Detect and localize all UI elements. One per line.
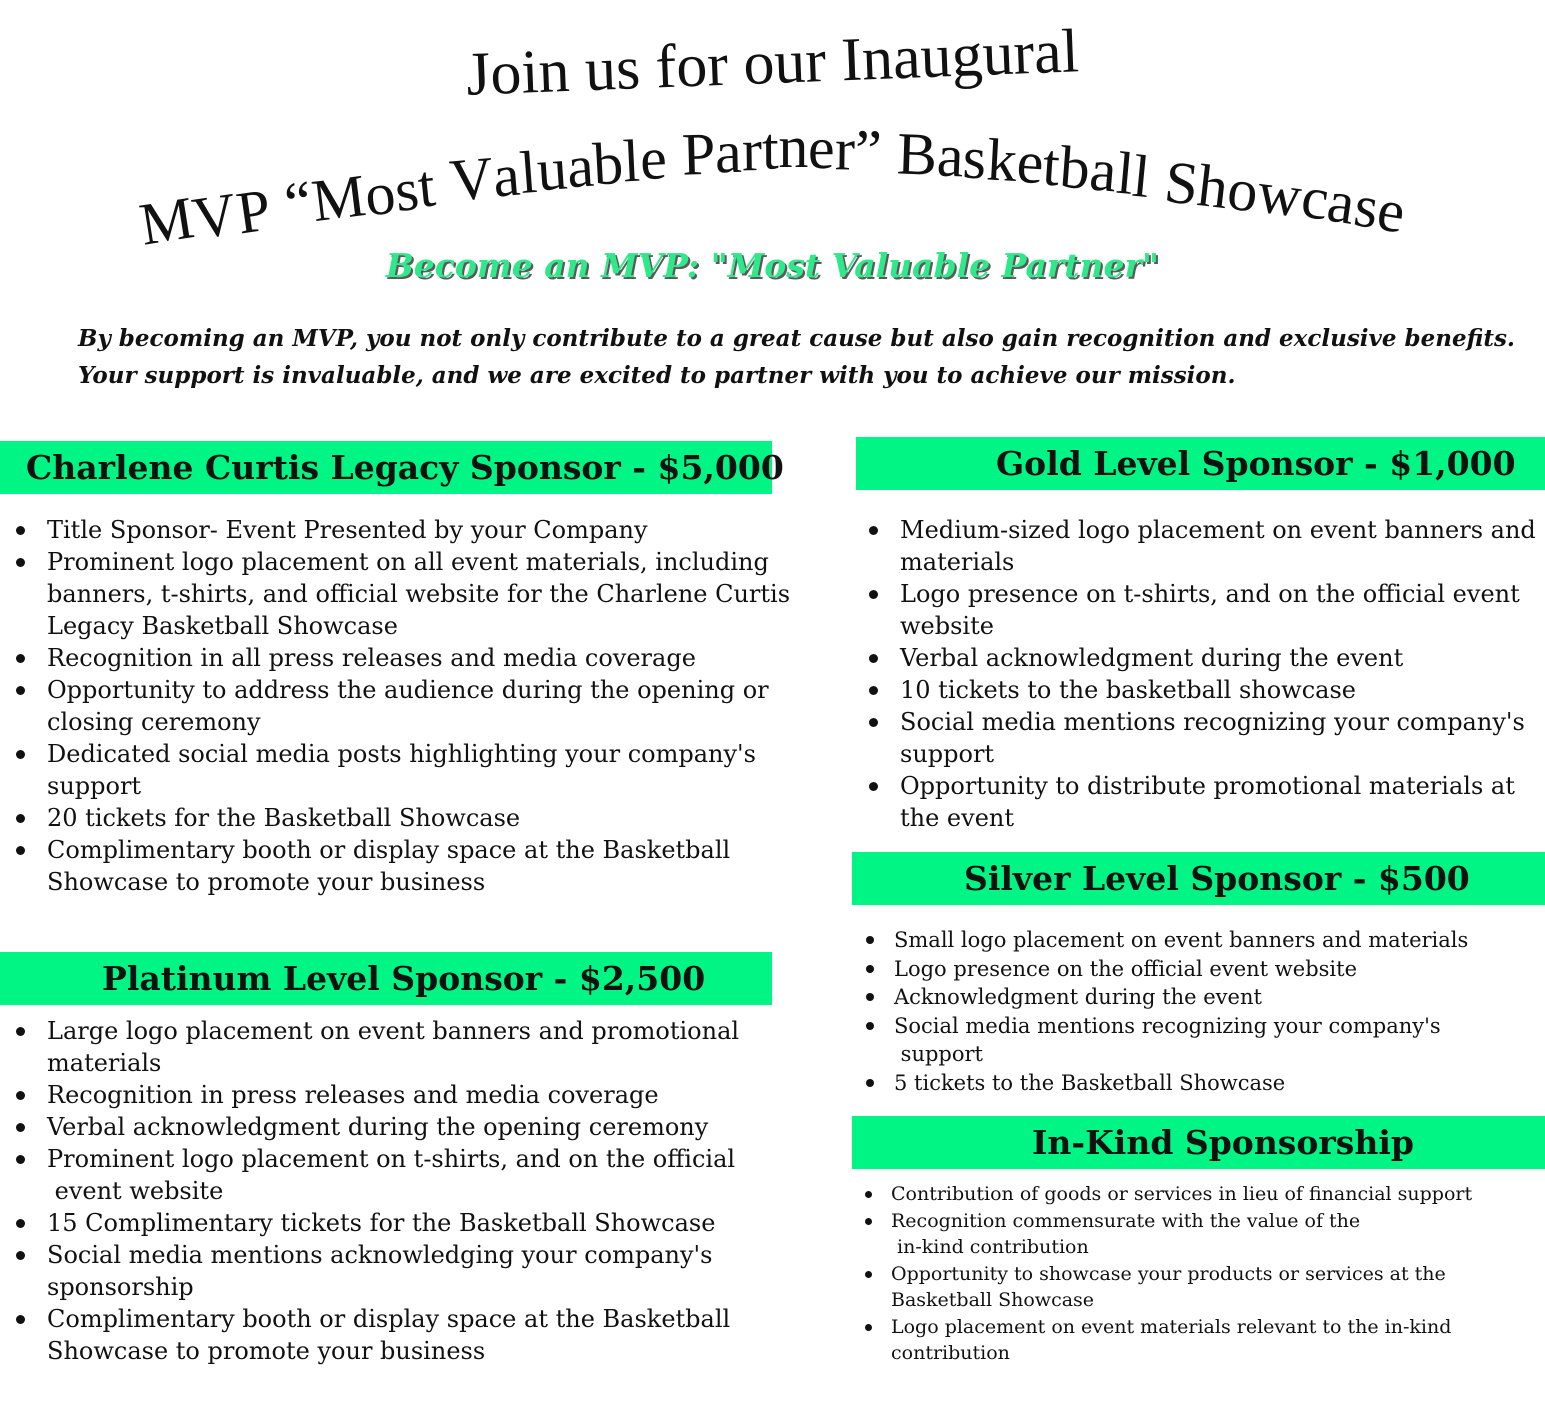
benefit-text: support: [894, 1042, 983, 1066]
benefit-text: sponsorship: [47, 1273, 194, 1301]
benefit-item: [853, 706, 1543, 770]
benefit-item: [852, 983, 1542, 1012]
bullet-icon: [16, 526, 25, 535]
benefit-item: [852, 955, 1542, 984]
benefit-text: Showcase to promote your business: [47, 1337, 486, 1365]
bullet-icon: [16, 1091, 25, 1100]
bullet-icon: [16, 814, 25, 823]
benefit-text: Logo placement on event materials relevant to the in-kind: [891, 1315, 1452, 1338]
benefit-text: support: [900, 740, 995, 768]
benefit-text: Medium-sized logo placement on event banners and: [900, 516, 1536, 544]
benefit-text: Social media mentions recognizing your company's: [900, 708, 1525, 736]
benefit-item: [0, 738, 800, 802]
benefit-item: [853, 674, 1543, 706]
benefit-item: [852, 1181, 1542, 1208]
benefit-item: [852, 1208, 1542, 1261]
benefit-text: 20 tickets for the Basketball Showcase: [47, 804, 521, 832]
benefit-item: [0, 674, 800, 738]
benefit-text: Small logo placement on event banners and materials: [894, 928, 1469, 952]
benefit-item: [852, 1012, 1542, 1069]
bullet-icon: [865, 1324, 872, 1331]
inkind-sponsor-heading: In-Kind Sponsorship: [852, 1116, 1545, 1169]
benefit-text: 10 tickets to the basketball showcase: [900, 676, 1356, 704]
benefit-item: [0, 1143, 800, 1207]
benefit-item: [852, 1314, 1542, 1367]
benefit-item: [852, 1069, 1542, 1098]
benefit-text: Dedicated social media posts highlighting your company's: [47, 740, 756, 768]
benefit-text: Verbal acknowledgment during the opening ceremony: [47, 1113, 709, 1141]
legacy-sponsor-heading: Charlene Curtis Legacy Sponsor - $5,000: [0, 441, 772, 494]
benefit-text: Verbal acknowledgment during the event: [900, 644, 1404, 672]
benefit-text: 5 tickets to the Basketball Showcase: [894, 1070, 1286, 1095]
bullet-icon: [869, 686, 878, 695]
benefit-text: in-kind contribution: [891, 1236, 1089, 1258]
intro-line-2: Your support is invaluable, and we are excited to partner with you to achieve our mission.: [78, 362, 1236, 389]
bullet-icon: [869, 718, 878, 727]
benefit-text: Opportunity to distribute promotional materials at: [900, 772, 1515, 800]
bullet-icon: [866, 1079, 874, 1087]
benefit-item: [0, 1303, 800, 1367]
benefit-text: Title Sponsor- Event Presented by your Company: [47, 516, 648, 544]
bullet-icon: [866, 936, 874, 944]
benefit-item: [0, 834, 800, 898]
bullet-icon: [16, 558, 25, 567]
benefit-text: Showcase to promote your business: [47, 868, 486, 896]
benefit-text: Opportunity to address the audience during the opening or: [47, 676, 769, 704]
bullet-icon: [16, 1315, 25, 1324]
inkind-benefits-list: [852, 1181, 1542, 1367]
title-line-2: [0, 114, 1545, 258]
title-line-1: Join us for our Inaugural: [464, 17, 1081, 109]
benefit-item: [0, 546, 800, 642]
benefit-item: [0, 514, 800, 546]
benefit-text: Complimentary booth or display space at the Basketball: [47, 836, 731, 864]
intro-paragraph: [78, 320, 1515, 394]
subtitle: Become an MVP: "Most Valuable Partner": [385, 246, 1160, 285]
benefit-text: the event: [900, 804, 1014, 832]
benefit-text: Recognition commensurate with the value of the: [891, 1209, 1361, 1232]
benefit-text: 15 Complimentary tickets for the Basketball Showcase: [47, 1209, 716, 1237]
bullet-icon: [16, 1155, 25, 1164]
bullet-icon: [865, 1271, 872, 1278]
benefit-item: [853, 770, 1543, 834]
benefit-text: Prominent logo placement on t-shirts, and on the official: [47, 1145, 736, 1173]
bullet-icon: [16, 686, 25, 695]
benefit-text: Acknowledgment during the event: [894, 985, 1262, 1009]
bullet-icon: [869, 590, 878, 599]
benefit-text: Logo presence on t-shirts, and on the official event: [900, 580, 1520, 608]
silver-benefits-list: [852, 926, 1542, 1097]
bullet-icon: [866, 1022, 874, 1030]
legacy-benefits-list: [0, 514, 800, 898]
benefit-item: [852, 926, 1542, 955]
benefit-text: closing ceremony: [47, 708, 261, 736]
title-line-2-text: MVP “Most Valuable Partner” Basketball Showcase: [135, 114, 1410, 258]
bullet-icon: [866, 993, 874, 1001]
bullet-icon: [16, 1123, 25, 1132]
benefit-text: Opportunity to showcase your products or services at the: [891, 1262, 1446, 1285]
benefit-text: support: [47, 772, 142, 800]
benefit-item: [0, 642, 800, 674]
gold-sponsor-heading: Gold Level Sponsor - $1,000: [856, 437, 1545, 490]
benefit-text: Legacy Basketball Showcase: [47, 612, 398, 640]
benefit-text: website: [900, 612, 994, 640]
benefit-text: Basketball Showcase: [891, 1289, 1095, 1311]
benefit-text: Prominent logo placement on all event materials, including: [47, 548, 769, 576]
benefit-text: materials: [900, 548, 1015, 576]
bullet-icon: [866, 965, 874, 973]
gold-benefits-list: [853, 514, 1543, 834]
benefit-item: [0, 1015, 800, 1079]
benefit-text: Complimentary booth or display space at the Basketball: [47, 1305, 731, 1333]
bullet-icon: [16, 1251, 25, 1260]
benefit-text: Recognition in press releases and media coverage: [47, 1081, 659, 1109]
benefit-text: event website: [47, 1177, 224, 1205]
bullet-icon: [16, 750, 25, 759]
benefit-text: Contribution of goods or services in lieu of financial support: [891, 1183, 1473, 1205]
benefit-item: [0, 1079, 800, 1111]
benefit-item: [0, 1239, 800, 1303]
platinum-sponsor-heading: Platinum Level Sponsor - $2,500: [0, 952, 772, 1005]
benefit-text: materials: [47, 1049, 162, 1077]
benefit-item: [0, 802, 800, 834]
benefit-item: [0, 1207, 800, 1239]
benefit-item: [0, 1111, 800, 1143]
benefit-text: Logo presence on the official event website: [894, 956, 1357, 981]
bullet-icon: [869, 526, 878, 535]
benefit-text: Large logo placement on event banners and promotional: [47, 1017, 740, 1045]
benefit-text: Social media mentions recognizing your company's: [894, 1013, 1441, 1038]
benefit-item: [852, 1261, 1542, 1314]
bullet-icon: [16, 1219, 25, 1228]
silver-sponsor-heading: Silver Level Sponsor - $500: [852, 852, 1545, 905]
benefit-text: Recognition in all press releases and media coverage: [47, 644, 696, 672]
platinum-benefits-list: [0, 1015, 800, 1367]
bullet-icon: [16, 846, 25, 855]
bullet-icon: [865, 1218, 872, 1225]
bullet-icon: [16, 1027, 25, 1036]
benefit-text: Social media mentions acknowledging your company's: [47, 1241, 713, 1269]
bullet-icon: [869, 654, 878, 663]
benefit-text: banners, t-shirts, and official website for the Charlene Curtis: [47, 580, 791, 608]
bullet-icon: [869, 782, 878, 791]
benefit-item: [853, 578, 1543, 642]
benefit-text: contribution: [891, 1342, 1010, 1364]
benefit-item: [853, 514, 1543, 578]
bullet-icon: [16, 654, 25, 663]
intro-line-1: By becoming an MVP, you not only contribute to a great cause but also gain recognition and exclusive benefits.: [78, 325, 1515, 352]
bullet-icon: [865, 1191, 872, 1198]
benefit-item: [853, 642, 1543, 674]
